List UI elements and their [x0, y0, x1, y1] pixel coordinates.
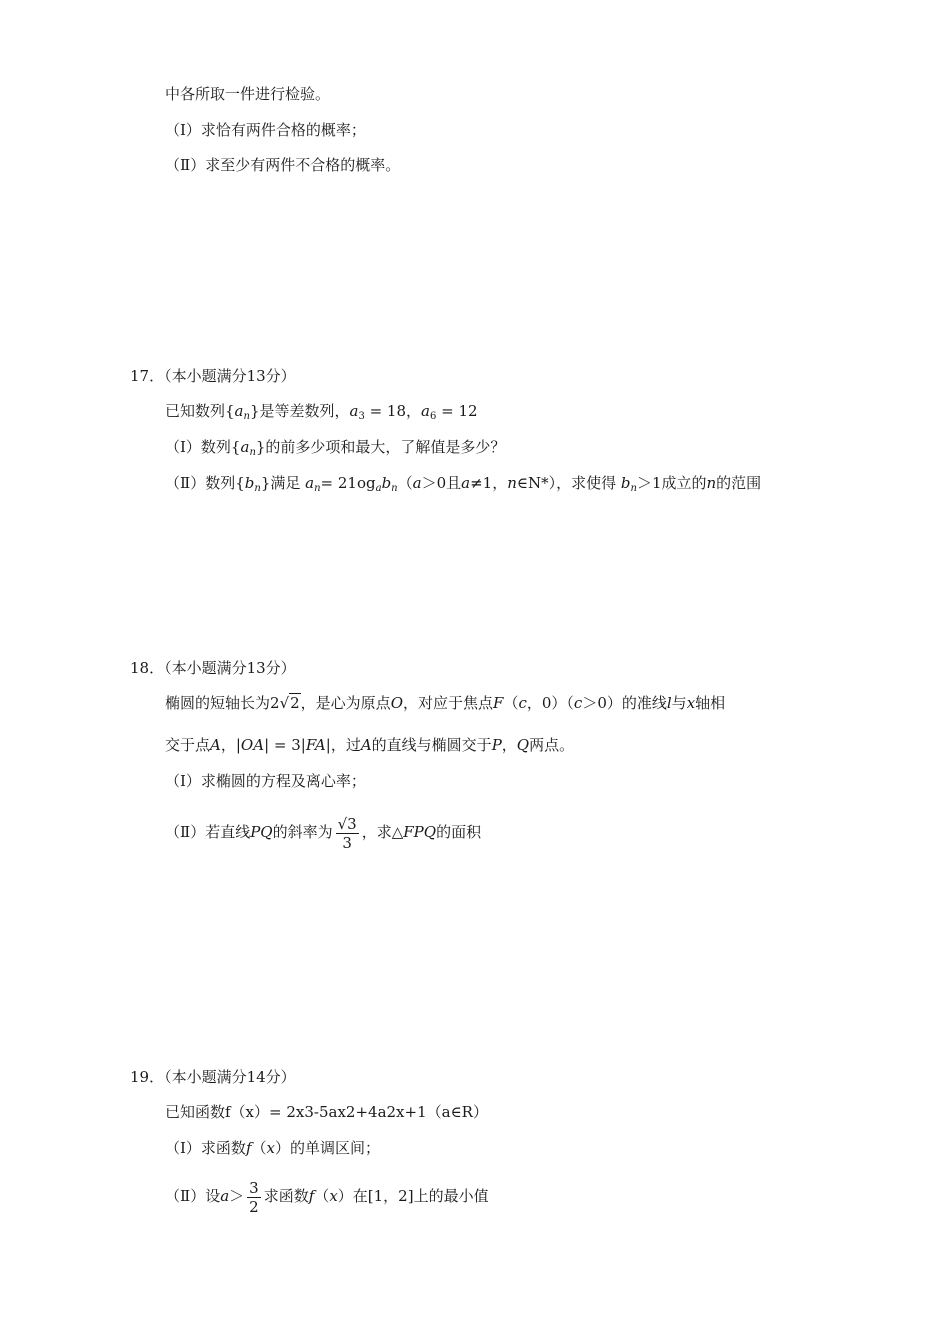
problem-18-header: 18．（本小题满分13分）: [130, 659, 296, 677]
problem-17-question-2: （Ⅱ）数列$\{b_n\}$满足 $a_n= 21og_ab_n(a>0$且a≠1，n∈N*），求使得 $b_n>1$成立的n的范围: [165, 474, 762, 494]
problem-17-question-1: （Ⅰ）数列$\{a_n\}$的前多少项和最大，了解值是多少？: [165, 438, 506, 458]
fraction-sqrt3-over-3: $\frac{√3}{3}$: [337, 814, 357, 852]
problem-18-line-2: 交于点A，|OA| = 3|FA|，过A的直线与椭圆交于P，Q两点。: [165, 736, 575, 754]
problem-19-header: 19．（本小题满分14分）: [130, 1068, 296, 1086]
problem-19-question-1: （Ⅰ）求函数f（x）的单调区间；: [165, 1139, 380, 1157]
problem-17-given: 已知数列$\{a_n\}$是等差数列，$a_3 = 18$，$a_6 = 12$: [165, 402, 478, 422]
problem-18-line-1: 椭圆的短轴长为2√2，是心为原点O，对应于焦点F（c，0）（c＞0）的准线l与x轴相: [165, 694, 726, 712]
problem-19-question-2: （Ⅱ）设a＞ $\frac{3}{2}$ 求函数f（x）在[1，2]上的最小值: [165, 1178, 489, 1216]
problem-18-question-1: （Ⅰ）求椭圆的方程及离心率；: [165, 772, 366, 790]
intro-question-2: （Ⅱ）求至少有两件不合格的概率。: [165, 156, 401, 174]
intro-question-1: （Ⅰ）求恰有两件合格的概率；: [165, 121, 366, 139]
problem-18-question-2: （Ⅱ）若直线PQ的斜率为 $\frac{√3}{3}$ ，求△FPQ的面积: [165, 814, 482, 852]
fraction-3-over-2: $\frac{3}{2}$: [249, 1178, 259, 1216]
problem-17-header: 17．（本小题满分13分）: [130, 367, 296, 385]
problem-19-given: 已知函数f（x）= 2x3-5ax2+4a2x+1（a∈R）: [165, 1103, 488, 1121]
intro-text: 中各所取一件进行检验。: [165, 85, 331, 103]
sqrt-expression: 2√2: [270, 694, 300, 712]
